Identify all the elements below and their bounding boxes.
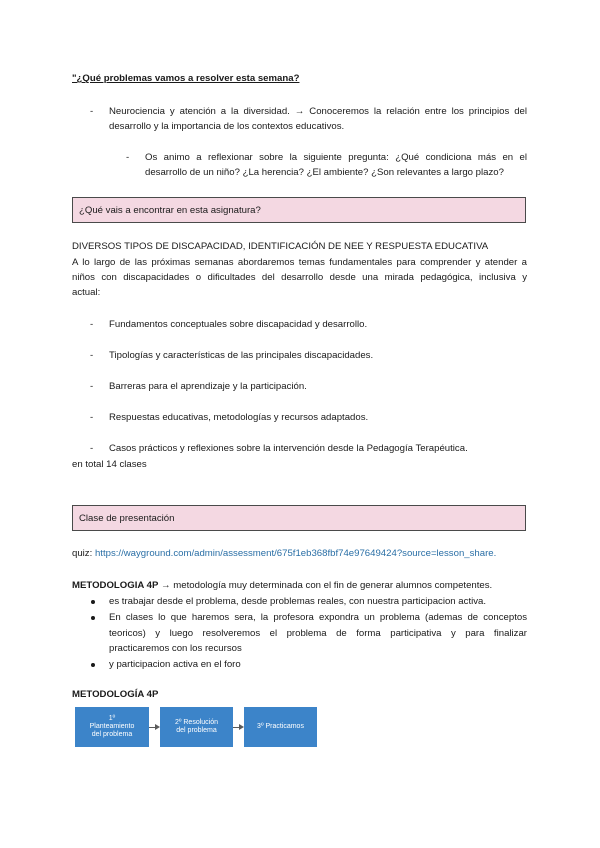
metodologia-bullet: y participacion activa en el foro xyxy=(109,659,241,670)
topic-item-line: desarrollo y la importancia de los contextos educativos. xyxy=(109,121,345,132)
section-box-label: Clase de presentación xyxy=(79,513,175,524)
flow-step-3 xyxy=(244,707,317,747)
intro-line: niños con discapacidades o dificultades del desarrollo desde una mirada pedagógica, inclusiva y xyxy=(72,272,527,283)
total-classes: en total 14 clases xyxy=(72,459,147,470)
metodologia-title: METODOLOGIA 4P xyxy=(72,580,159,591)
list-item: Respuestas educativas, metodologías y recursos adaptados. xyxy=(109,412,369,423)
topic-item-line: Neurociencia y atención a la diversidad. → Conoceremos la relación entre los principios del xyxy=(109,106,527,117)
flow-step-1-line: del problema xyxy=(91,731,133,738)
quiz-link[interactable]: https://wayground.com/admin/assessment/675f1eb368fbf74e97649424?source=lesson_share. xyxy=(94,548,497,559)
dash-bullet: - xyxy=(90,412,94,423)
metodologia-bullet: teoricos) y luego resolveremos el problema de forma participativa y para finalizar xyxy=(109,628,527,639)
metodologia-bullet: es trabajar desde el problema, desde problemas reales, con nuestra participacion activa. xyxy=(109,596,487,607)
flow-step-2-line: del problema xyxy=(176,727,217,734)
metodologia-line xyxy=(72,580,492,592)
metodologia-desc: → metodología muy determinada con el fin de generar alumnos competentes. xyxy=(161,580,493,591)
sub-item-line: Os animo a reflexionar sobre la siguiente pregunta: ¿Qué condiciona más en el xyxy=(145,152,527,163)
metodologia-bullet: practicaremos con los recursos xyxy=(109,643,242,654)
dash-bullet: - xyxy=(90,106,94,117)
dash-bullet: - xyxy=(90,381,94,392)
flow-step-3-label: 3º Practicamos xyxy=(257,723,304,730)
section-title: DIVERSOS TIPOS DE DISCAPACIDAD, IDENTIFICACIÓN DE NEE Y RESPUESTA EDUCATIVA xyxy=(72,241,489,252)
section-box-asignatura xyxy=(72,197,526,223)
flow-step-2-line: 2º Resolución xyxy=(174,719,219,726)
heading-question: "¿Qué problemas vamos a resolver esta semana? xyxy=(72,73,300,84)
list-item: Fundamentos conceptuales sobre discapacidad y desarrollo. xyxy=(109,319,368,330)
section-box-label: ¿Qué vais a encontrar en esta asignatura? xyxy=(79,205,261,216)
intro-line: A lo largo de las próximas semanas abordaremos temas fundamentales para comprender y atender a xyxy=(72,257,527,268)
quiz-line xyxy=(72,548,496,560)
intro-line: actual: xyxy=(72,287,101,298)
bullet-dot xyxy=(91,616,95,620)
dash-bullet: - xyxy=(90,443,94,454)
dash-bullet: - xyxy=(90,350,94,361)
list-item: Tipologías y características de las principales discapacidades. xyxy=(109,350,374,361)
sub-item-line: desarrollo de un niño? ¿La herencia? ¿El ambiente? ¿Son relevantes a largo plazo? xyxy=(145,167,504,178)
bullet-dot xyxy=(91,600,95,604)
diagram-title: METODOLOGÍA 4P xyxy=(72,689,159,700)
flow-step-2 xyxy=(160,707,233,747)
metodologia-bullet: En clases lo que haremos sera, la profesora expondra un problema (ademas de conceptos xyxy=(109,612,527,623)
flow-step-1-num: 1º xyxy=(108,715,116,722)
bullet-dot xyxy=(91,663,95,667)
dash-bullet: - xyxy=(126,152,130,163)
quiz-label: quiz: xyxy=(72,548,93,559)
flow-step-1-line: Planteamiento xyxy=(89,723,135,730)
dash-bullet: - xyxy=(90,319,94,330)
list-item: Barreras para el aprendizaje y la participación. xyxy=(109,381,307,392)
flow-step-1 xyxy=(75,707,149,747)
list-item: Casos prácticos y reflexiones sobre la intervención desde la Pedagogía Terapéutica. xyxy=(109,443,468,454)
section-box-presentacion xyxy=(72,505,526,531)
